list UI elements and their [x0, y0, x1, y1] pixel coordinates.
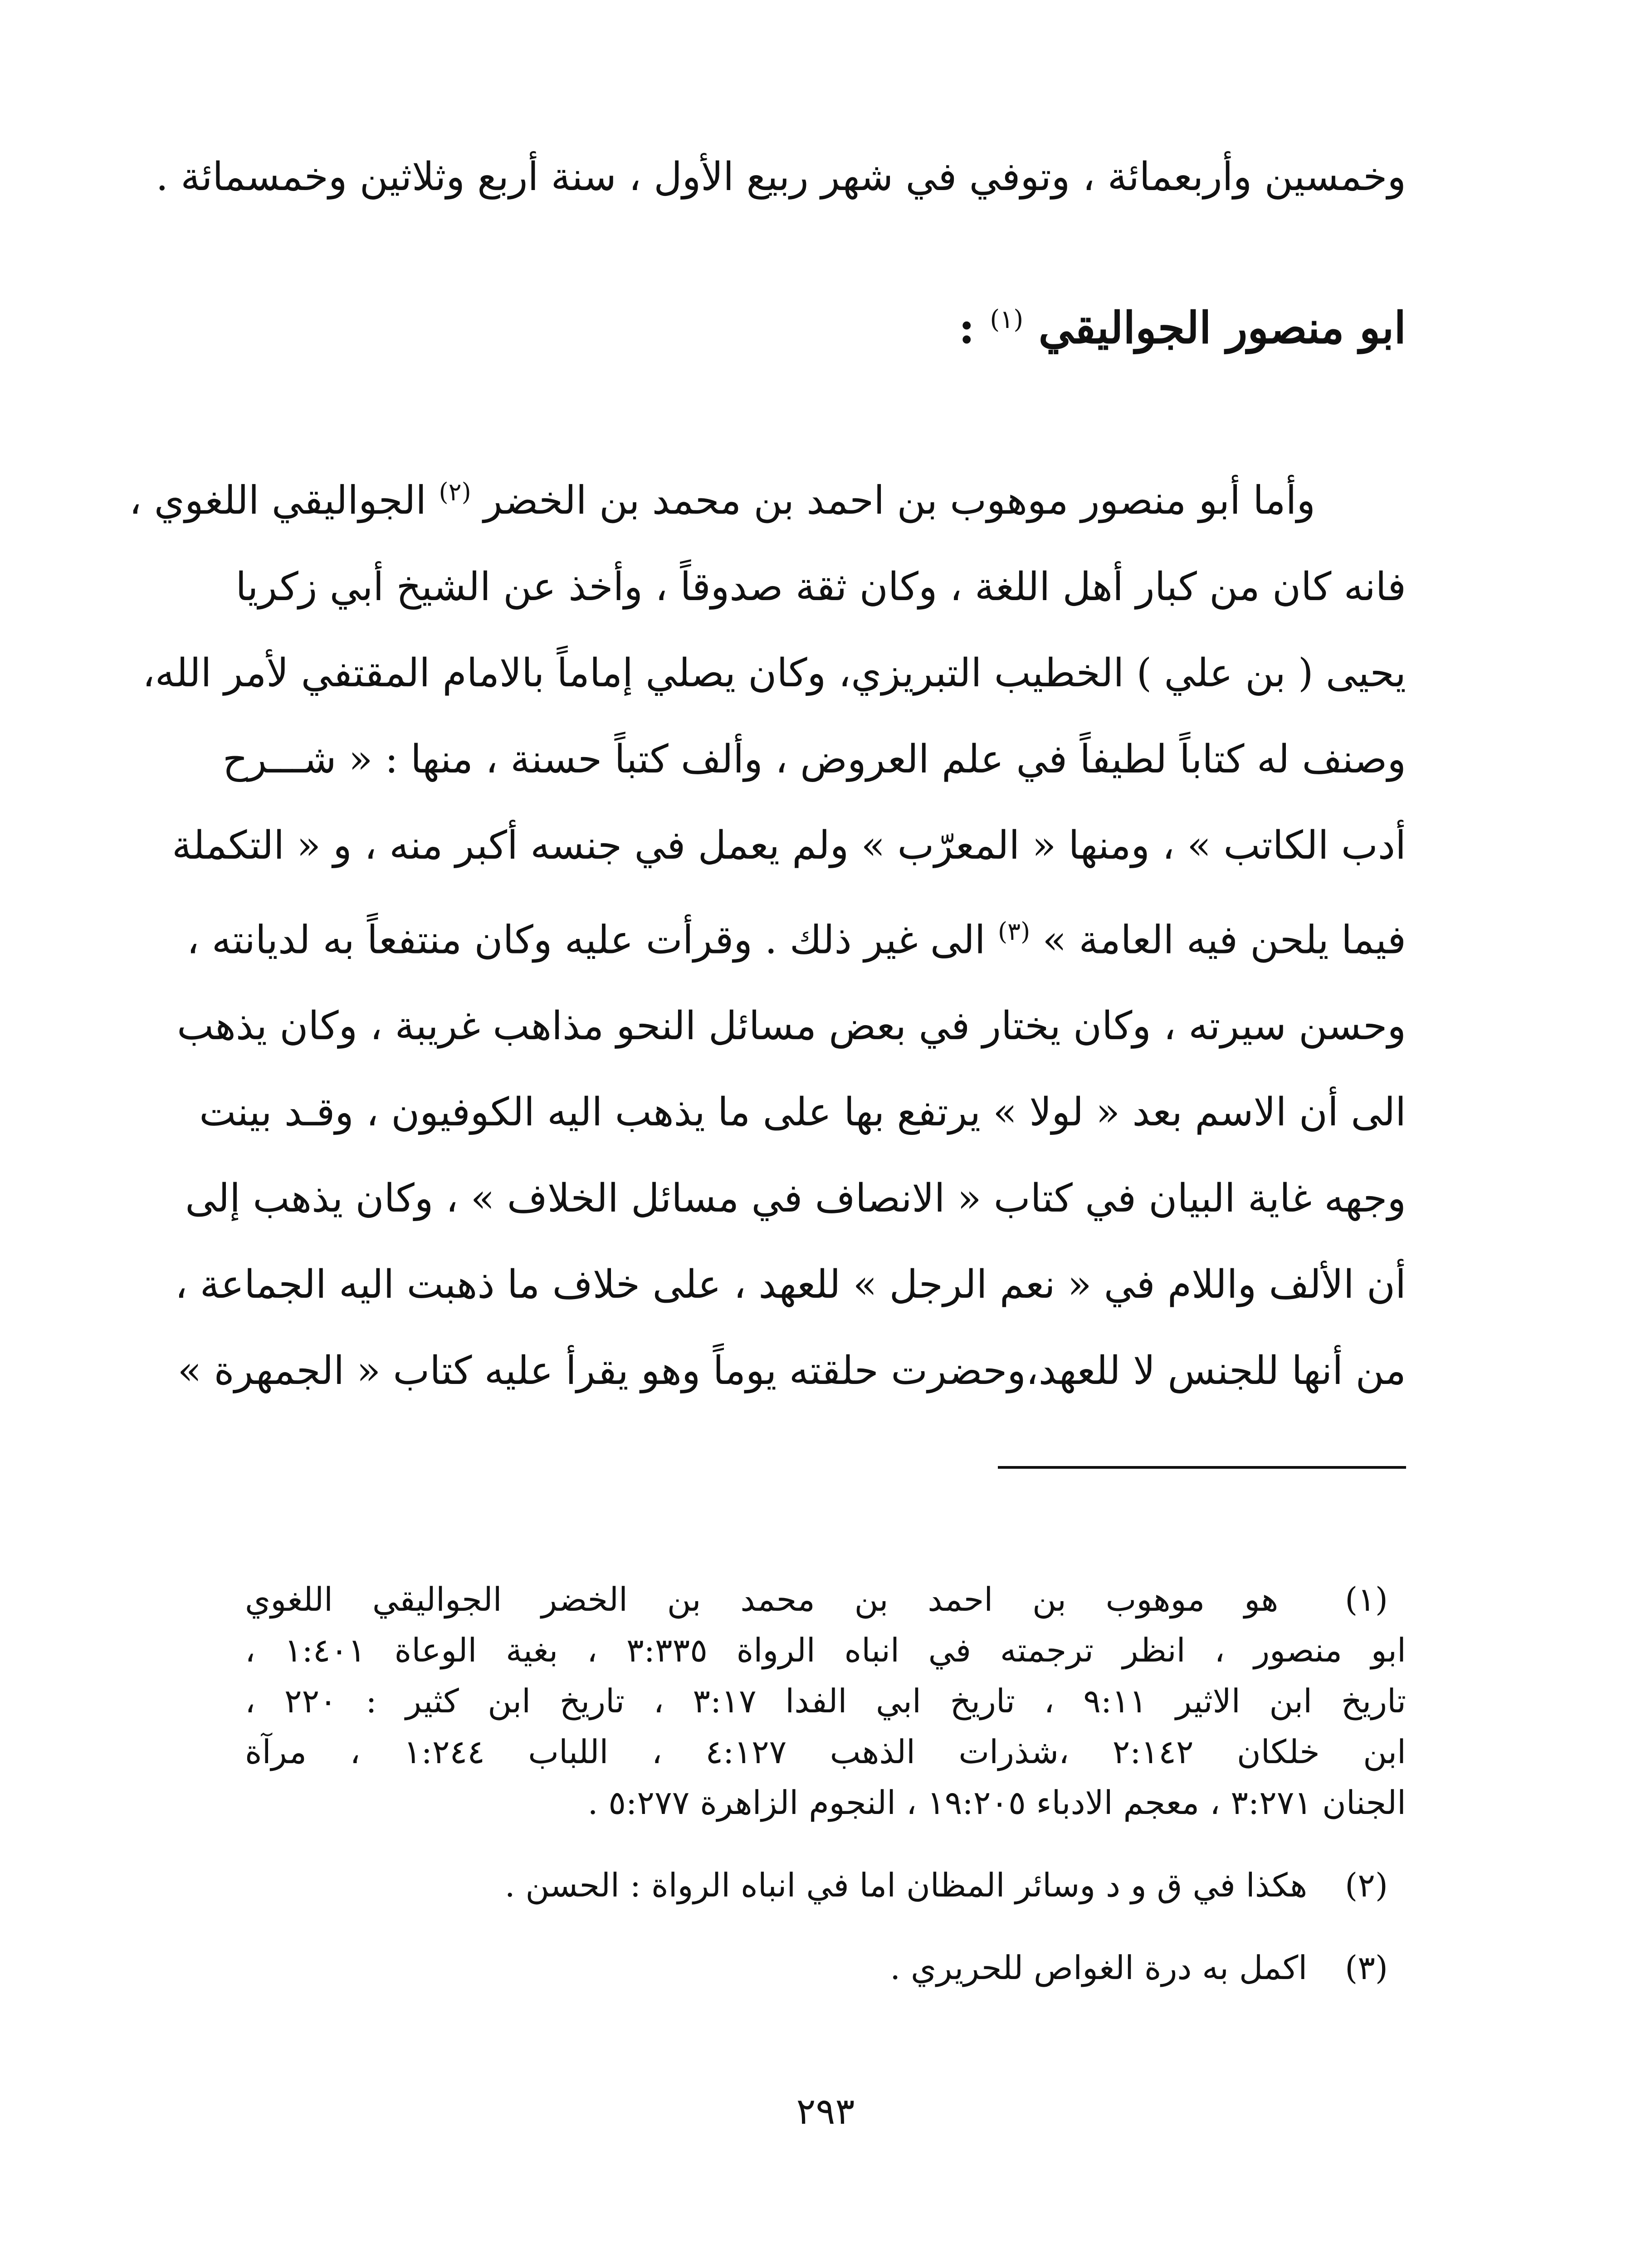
body-line: فيما يلحن فيه العامة » $^{(٣)}$ الى غير ذلك . وقرأت عليه وكان منتفعاً به لديانته ، [186, 917, 1406, 963]
footnote-marker-2: (٢) [439, 478, 471, 506]
footnote-line: تاريخ ابن الاثير ٩:١١ ، تاريخ ابي الفدا ٣:١٧ ، تاريخ ابن كثير : ٢٢٠ ، [245, 1682, 1407, 1720]
body-line: الى أن الاسم بعد « لولا » يرتفع بها على ما يذهب اليه الكوفيون ، وقـد بينت [199, 1090, 1406, 1135]
heading-footnote-marker: (١) [990, 305, 1024, 334]
body-line: أدب الكاتب » ، ومنها « المعرّب » ولم يعمل في جنسه أكبر منه ، و « التكملة [172, 822, 1406, 868]
heading-colon: : [958, 302, 975, 353]
body-line: وجهه غاية البيان في كتاب « الانصاف في مسائل الخلاف » ، وكان يذهب إلى [185, 1176, 1406, 1222]
footnote-line: (١) هو موهوب بن احمد بن محمد بن الخضر الجواليقي اللغوي [245, 1574, 1406, 1625]
page-number: ٢٩٣ [796, 2090, 855, 2132]
body-line: وأما أبو منصور موهوب بن احمد بن محمد بن الخضر $^{(٢)}$ الجواليقي اللغوي ، [129, 478, 1315, 523]
footnote-1 [245, 1574, 1406, 1828]
continuation-line: وخمسين وأربعمائة ، وتوفي في شهر ربيع الأول ، سنة أربع وثلاثين وخمسمائة . [156, 154, 1406, 200]
footnote-marker-3: (٣) [998, 917, 1031, 946]
main-paragraph [129, 449, 1406, 1414]
footnote-number: (٢) [1345, 1866, 1388, 1904]
footnote-3 [245, 1942, 1406, 1993]
body-line: من أنها للجنس لا للعهد،وحضرت حلقته يوماً وهو يقرأ عليه كتاب « الجمهرة » [177, 1348, 1406, 1394]
footnote-number: (٣) [1345, 1949, 1388, 1987]
footnote-line: (٣) اكمل به درة الغواص للحريري . [245, 1942, 1406, 1993]
footnote-line: الجنان ٣:٢٧١ ، معجم الادباء ١٩:٢٠٥ ، النجوم الزاهرة ٥:٢٧٧ . [587, 1784, 1406, 1822]
footnote-line: (٢) هكذا في ق و د وسائر المظان اما في انباه الرواة : الحسن . [245, 1860, 1406, 1911]
section-heading [245, 290, 1406, 357]
body-line: فانه كان من كبار أهل اللغة ، وكان ثقة صدوقاً ، وأخذ عن الشيخ أبي زكريا [235, 564, 1406, 610]
body-line: أن الألف واللام في « نعم الرجل » للعهد ، على خلاف ما ذهبت اليه الجماعة ، [175, 1262, 1406, 1308]
footnote-separator [998, 1466, 1406, 1469]
footnote-number: (١) [1345, 1580, 1388, 1618]
body-line: يحيى ( بن علي ) الخطيب التبريزي، وكان يصلي إماماً بالامام المقتفي لأمر الله، [142, 650, 1406, 696]
footnote-line: ابن خلكان ٢:١٤٢ ،شذرات الذهب ٤:١٢٧ ، اللباب ١:٢٤٤ ، مرآة [245, 1733, 1406, 1771]
body-line: وصنف له كتاباً لطيفاً في علم العروض ، وألف كتباً حسنة ، منها : « شـــرح [222, 736, 1406, 782]
footnote-line: ابو منصور ، انظر ترجمته في انباه الرواة ٣:٣٣٥ ، بغية الوعاة ١:٤٠١ ، [245, 1631, 1406, 1669]
body-line: وحسن سيرته ، وكان يختار في بعض مسائل النحو مذاهب غريبة ، وكان يذهب [177, 1003, 1406, 1049]
heading-title: ابو منصور الجواليقي [1038, 302, 1406, 353]
footnotes [245, 1574, 1406, 2025]
footnote-2 [245, 1860, 1406, 1911]
